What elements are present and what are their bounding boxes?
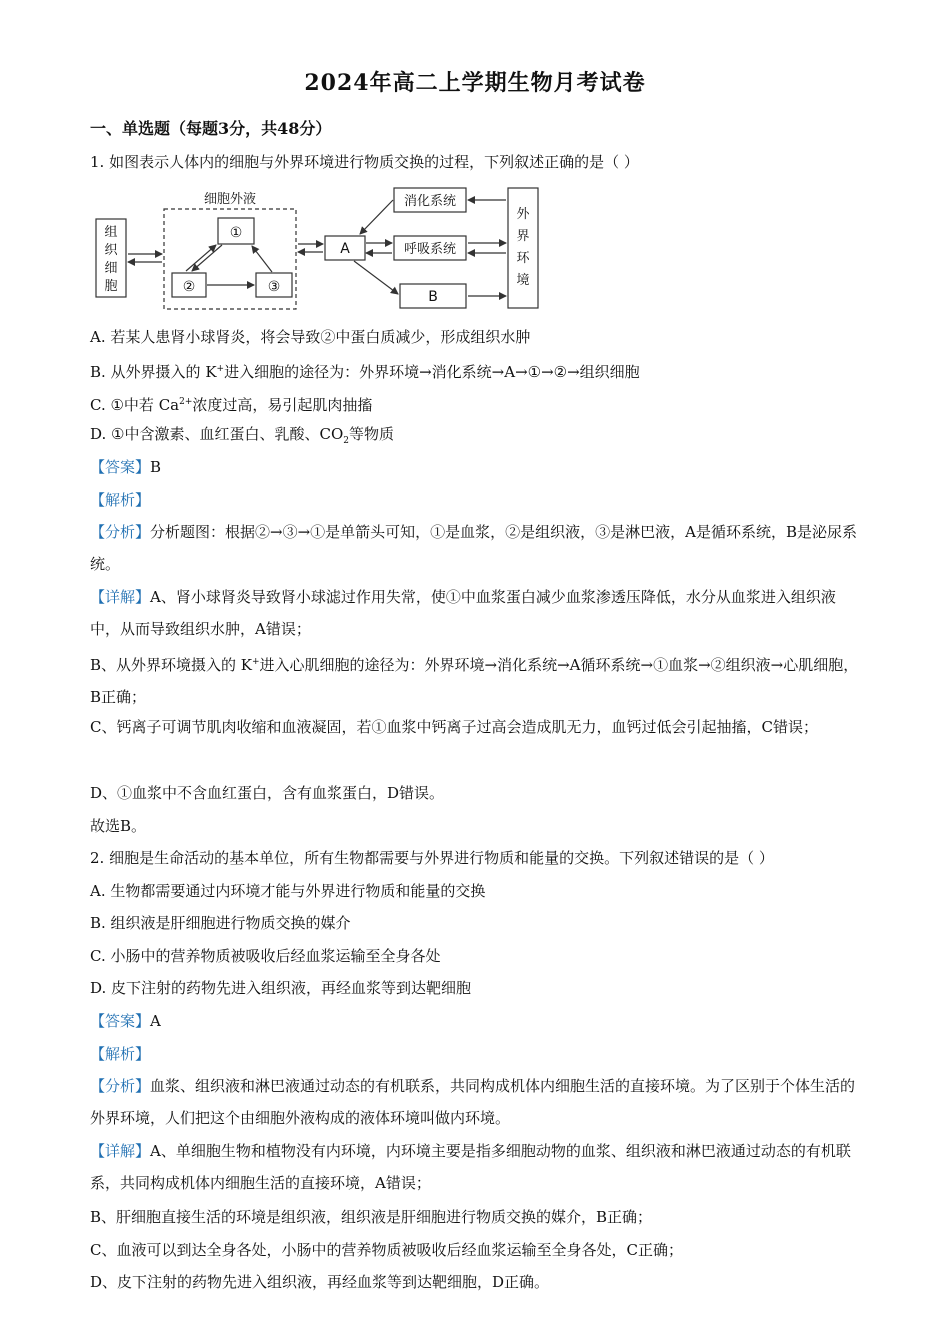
q1-option-a: A. 若某人患肾小球肾炎，将会导致②中蛋白质减少，形成组织水肿 — [90, 328, 531, 346]
arrow-3-to-1 — [252, 246, 272, 272]
q1-conclusion: 故选B。 — [90, 817, 147, 835]
q2-option-c: C. 小肠中的营养物质被吸收后经血浆运输至全身各处 — [90, 947, 441, 965]
node-b-label: B — [428, 289, 438, 305]
tissue-cells-label: 组织细胞 — [104, 225, 118, 294]
q1-option-d: D. ①中含激素、血红蛋白、乳酸、$CO_2$等物质 — [90, 425, 395, 446]
q1-option-b: B. 从外界摄入的 K+进入细胞的途径为：外界环境→消化系统→A→①→②→组织细胞 — [90, 363, 640, 381]
q1-option-c: C. ①中若 $Ca^{2+}$浓度过高，易引起肌肉抽搐 — [90, 396, 373, 414]
arrow-a-to-b — [354, 261, 398, 294]
question-2-stem: 2. 细胞是生命活动的基本单位，所有生物都需要与外界进行物质和能量的交换。下列叙述错误的是（ ） — [90, 849, 774, 867]
q1-detail-c: C、钙离子可调节肌肉收缩和血液凝固，若①血浆中钙离子过高会造成肌无力，血钙过低会引起抽搐，C错误； — [90, 718, 818, 736]
q2-answer: 【答案】A — [90, 1012, 161, 1030]
exam-title: 2024年高二上学期生物月考试卷 — [304, 70, 646, 96]
q1-detail-b: B、从外界环境摄入的 K+进入心肌细胞的途径为：外界环境→消化系统→A循环系统→①血浆→②组织液→心肌细胞，B正确； — [90, 656, 859, 706]
q1-analysis-tag: 【解析】 — [90, 491, 151, 509]
node-2-label: ② — [182, 279, 196, 295]
external-label: 外界环境 — [516, 207, 530, 288]
node-3-label: ③ — [267, 279, 281, 295]
section-heading: 一、单选题（每题3分，共48分） — [90, 119, 332, 138]
q1-detail-a: 【详解】A、肾小球肾炎导致肾小球滤过作用失常，使①中血浆蛋白减少血浆渗透压降低，水分从血浆进入组织液中，从而导致组织水肿，A错误； — [90, 588, 836, 638]
arrow-digestive-to-a — [360, 200, 393, 234]
node-a-label: A — [340, 241, 350, 257]
q2-fenxi: 【分析】血浆、组织液和淋巴液通过动态的有机联系，共同构成机体内细胞生活的直接环境。为了区别于个体生活的外界环境，人们把这个由细胞外液构成的液体环境叫做内环境。 — [90, 1077, 856, 1127]
q2-option-b: B. 组织液是肝细胞进行物质交换的媒介 — [90, 914, 351, 932]
q1-fenxi: 【分析】分析题图：根据②→③→①是单箭头可知，①是血浆，②是组织液，③是淋巴液，A是循环系统，B是泌尿系统。 — [90, 523, 858, 573]
node-1-label: ① — [229, 225, 243, 241]
q1-answer: 【答案】B — [90, 458, 162, 476]
external-box — [508, 188, 538, 308]
q2-detail-c: C、血液可以到达全身各处，小肠中的营养物质被吸收后经血浆运输至全身各处，C正确； — [90, 1241, 683, 1259]
q2-detail-d: D、皮下注射的药物先进入组织液，再经血浆等到达靶细胞，D正确。 — [90, 1273, 550, 1291]
respiratory-label: 呼吸系统 — [403, 242, 457, 257]
exchange-diagram — [92, 184, 542, 314]
arrow-1-to-2 — [192, 245, 222, 271]
digestive-label: 消化系统 — [403, 194, 457, 209]
q2-detail-b: B、肝细胞直接生活的环境是组织液，组织液是肝细胞进行物质交换的媒介，B正确； — [90, 1208, 653, 1226]
q2-option-a: A. 生物都需要通过内环境才能与外界进行物质和能量的交换 — [90, 882, 486, 900]
extracellular-label: 细胞外液 — [203, 192, 257, 207]
q2-option-d: D. 皮下注射的药物先进入组织液，再经血浆等到达靶细胞 — [90, 979, 472, 997]
arrow-2-to-1 — [186, 245, 216, 271]
question-1-stem: 1. 如图表示人体内的细胞与外界环境进行物质交换的过程，下列叙述正确的是（ ） — [90, 153, 639, 171]
q1-detail-d: D、①血浆中不含血红蛋白，含有血浆蛋白，D错误。 — [90, 784, 445, 802]
q2-detail-a: 【详解】A、单细胞生物和植物没有内环境，内环境主要是指多细胞动物的血浆、组织液和淋巴液通过动态的有机联系，共同构成机体内细胞生活的直接环境，A错误； — [90, 1142, 851, 1192]
q2-analysis-tag: 【解析】 — [90, 1045, 151, 1063]
